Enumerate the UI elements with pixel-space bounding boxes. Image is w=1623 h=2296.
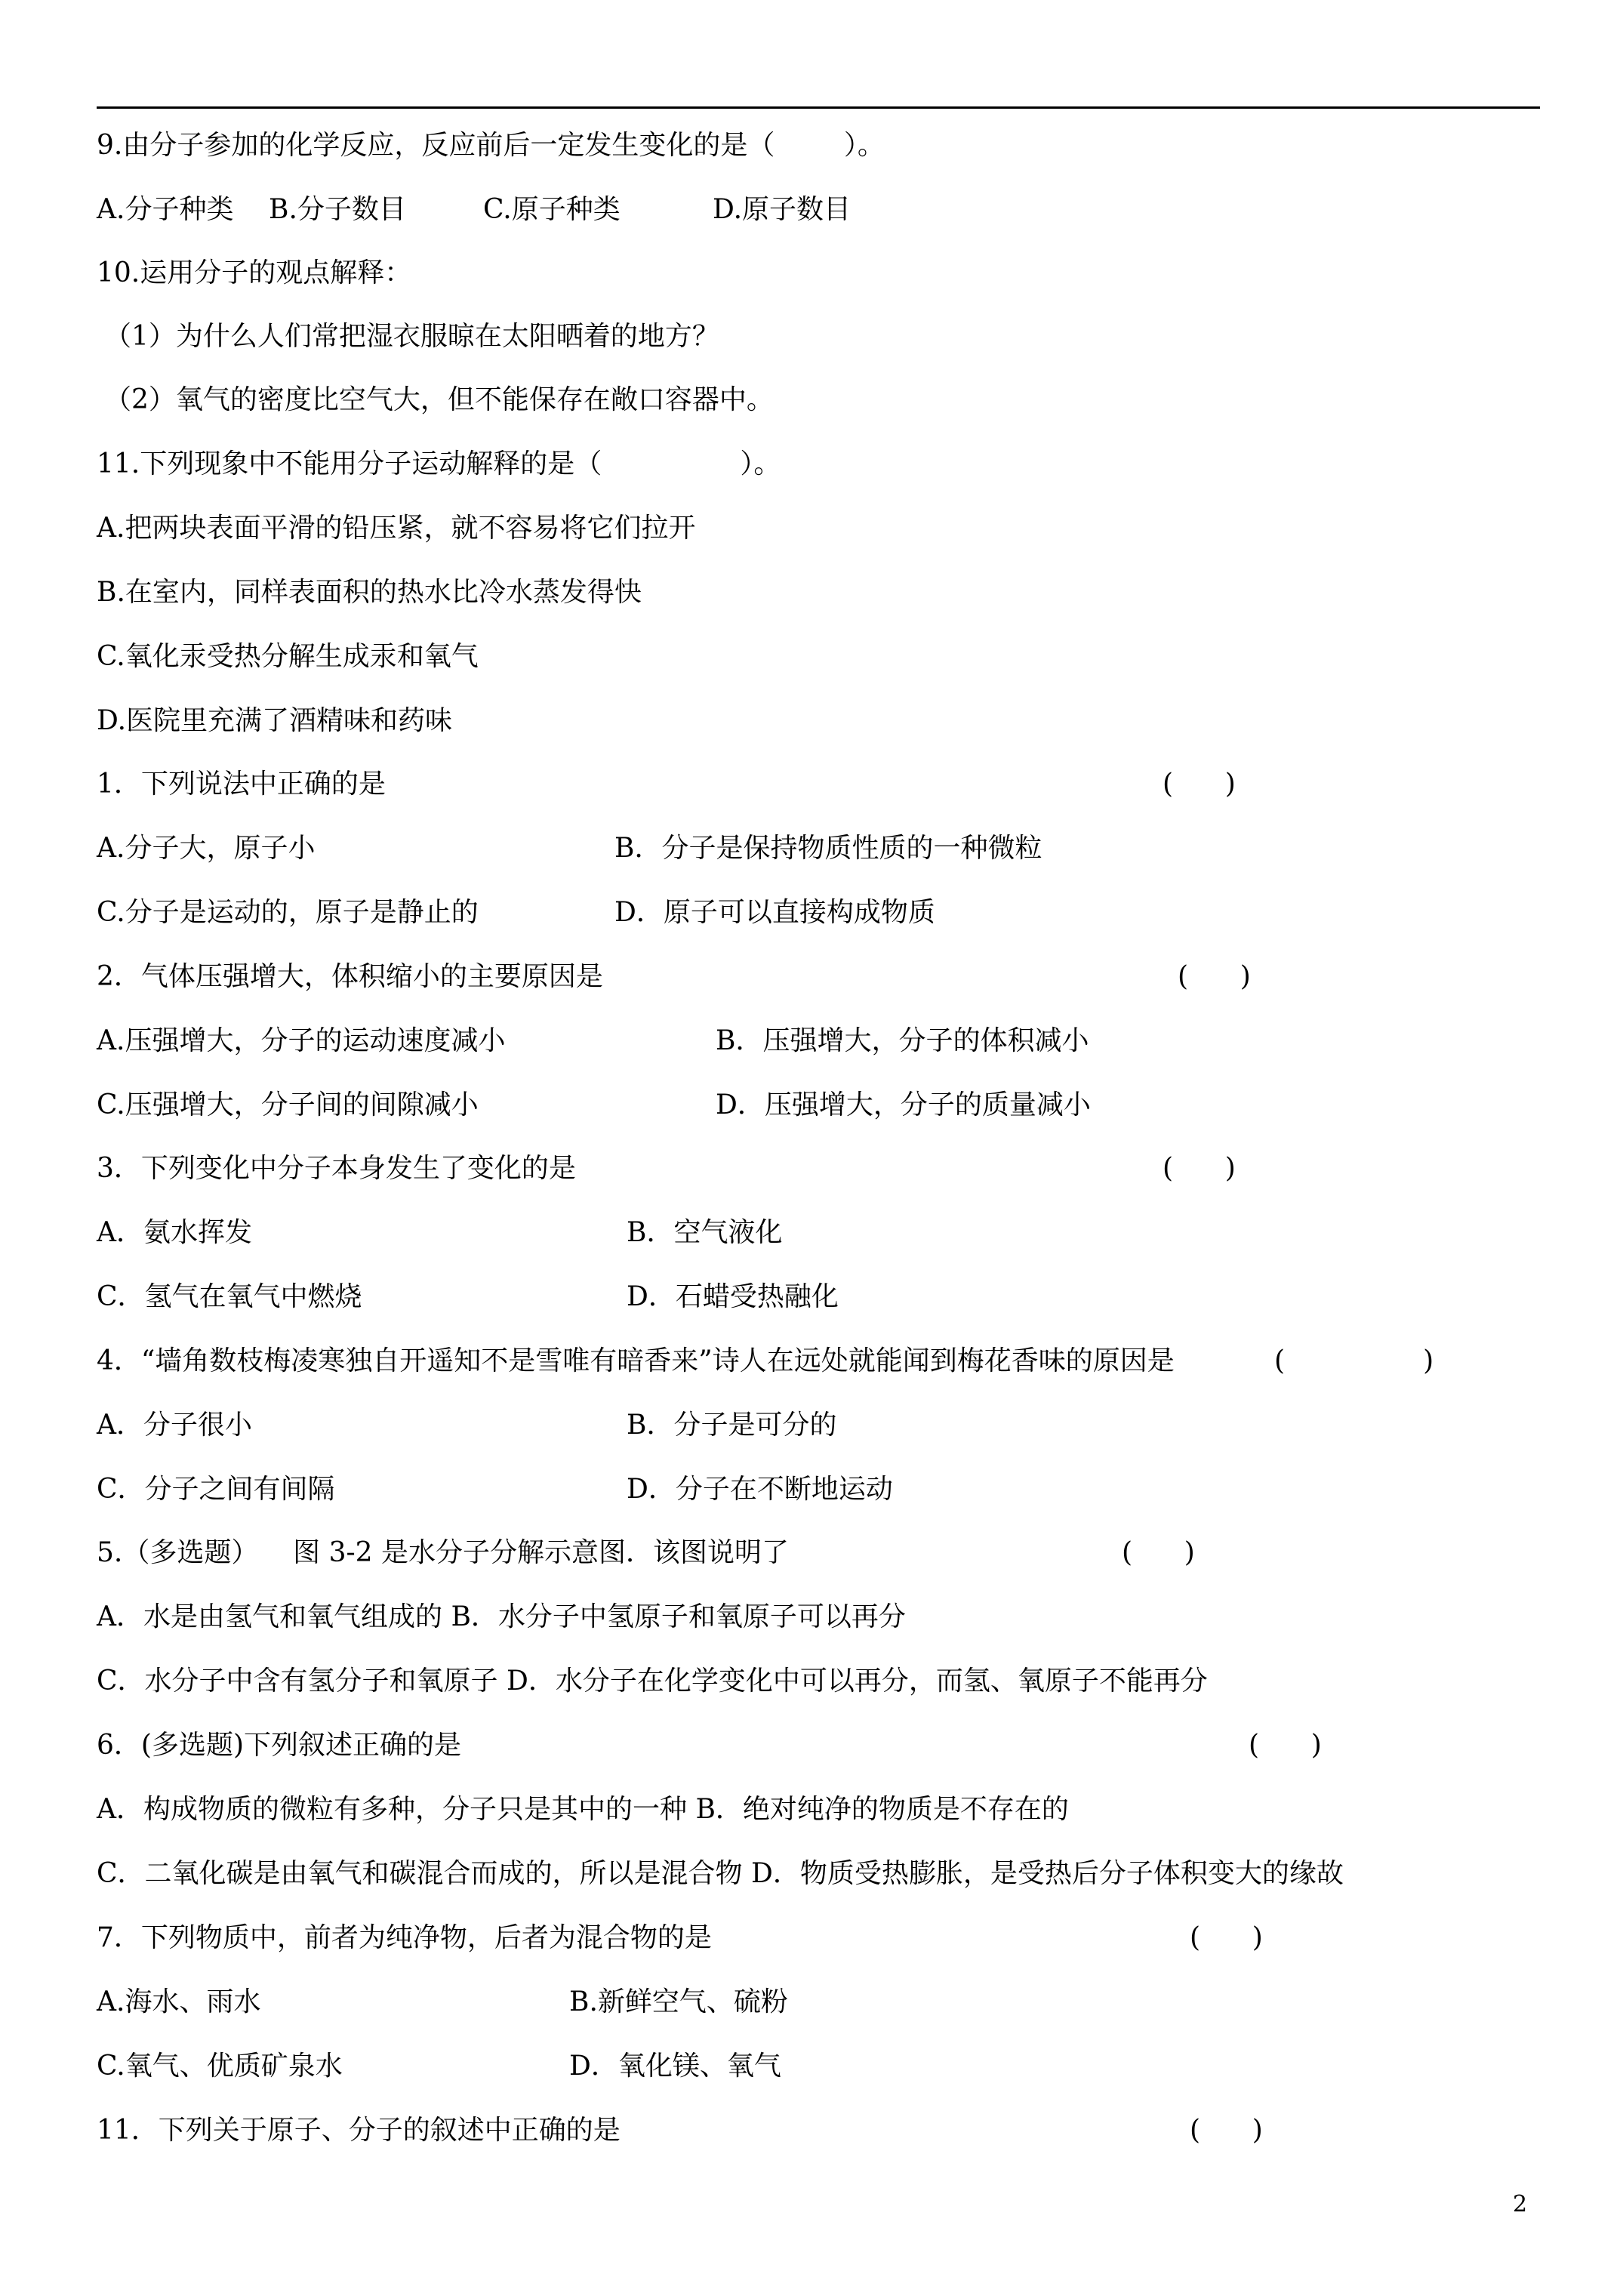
option-text: B.在室内，同样表面积的热水比冷水蒸发得快 [97,577,642,608]
option-b: B．分子是保持物质性质的一种微粒 [614,833,1042,864]
option-a [97,507,696,550]
answer-paren: ( ) [1249,1730,1322,1761]
question-11b [97,2110,1263,2152]
question-text: 2．气体压强增大，体积缩小的主要原因是 [97,961,603,992]
option-b [97,572,642,614]
question-text: 9.由分子参加的化学反应，反应前后一定发生变化的是（ ）。 [97,130,885,161]
question-9 [97,125,885,167]
answer-paren: ( ) [1190,1922,1263,1953]
options-row [97,1981,788,2023]
question-3 [97,1148,1236,1190]
question-text: 10.运用分子的观点解释： [97,257,412,288]
option-d: D．分子在不断地运动 [627,1474,893,1505]
option-a: A.分子种类 [97,194,234,225]
options-row [97,827,1042,870]
options-row [97,1084,1091,1126]
option-c: C.原子种类 [483,194,621,225]
option-a: A．氨水挥发 [97,1217,252,1248]
question-2 [97,956,1251,998]
question-5 [97,1532,1195,1574]
question-text: 1．下列说法中正确的是 [97,769,386,800]
question-text: 11.下列现象中不能用分子运动解释的是（ ）。 [97,448,781,479]
question-10 [97,252,412,294]
options-row [97,1404,837,1447]
option-c: C．氢气在氧气中燃烧 [97,1281,362,1312]
answer-paren: ( ) [1122,1537,1195,1568]
sub-question-1 [97,316,719,358]
option-text: C．二氧化碳是由氧气和碳混合而成的，所以是混合物 D．物质受热膨胀，是受热后分子体积变大的缘故 [97,1858,1344,1889]
option-cd [97,1853,1344,1895]
option-d [97,700,453,742]
option-d: D．石蜡受热融化 [627,1281,839,1312]
sub-question-2 [97,379,774,421]
option-b: B．空气液化 [627,1217,783,1248]
options-row [97,2045,781,2088]
page-number: 2 [1513,2191,1528,2217]
option-ab [97,1596,906,1638]
header-rule [97,106,1540,109]
option-text: C．水分子中含有氢分子和氧原子 D．水分子在化学变化中可以再分，而氢、氧原子不能再分 [97,1666,1208,1697]
answer-paren: ( ) [1178,961,1251,992]
option-b: B.分子数目 [269,194,406,225]
options-row [97,189,852,231]
option-text: C.氧化汞受热分解生成汞和氧气 [97,641,479,672]
question-text: 3．下列变化中分子本身发生了变化的是 [97,1153,576,1184]
answer-paren: ( ) [1274,1345,1434,1376]
question-7 [97,1917,1263,1959]
option-a: A.海水、雨水 [97,1986,261,2017]
question-6 [97,1724,1322,1767]
answer-paren: ( ) [1163,1153,1236,1184]
sub-question-text: （1）为什么人们常把湿衣服晾在太阳晒着的地方？ [104,321,719,352]
option-d: D.原子数目 [713,194,852,225]
option-c [97,636,479,678]
option-text: D.医院里充满了酒精味和药味 [97,705,453,736]
option-a: A.压强增大，分子的运动速度减小 [97,1025,506,1056]
question-text: 4．“墙角数枝梅凌寒独自开遥知不是雪唯有暗香来”诗人在远处就能闻到梅花香味的原因是 [97,1345,1175,1376]
option-c: C.分子是运动的，原子是静止的 [97,897,479,928]
question-text: 6．(多选题)下列叙述正确的是 [97,1730,461,1761]
question-text: 11．下列关于原子、分子的叙述中正确的是 [97,2115,621,2146]
options-row [97,1212,783,1254]
option-ab [97,1789,1069,1831]
option-a: A．分子很小 [97,1410,252,1441]
option-text: A．构成物质的微粒有多种，分子只是其中的一种 B．绝对纯净的物质是不存在的 [97,1794,1069,1825]
option-d: D．氧化镁、氧气 [569,2051,781,2082]
options-row [97,1469,893,1511]
question-text: 5.（多选题） 图 3-2 是水分子分解示意图．该图说明了 [97,1537,789,1568]
question-4 [97,1340,1434,1382]
options-row [97,1020,1089,1062]
option-text: A．水是由氢气和氧气组成的 B．水分子中氢原子和氧原子可以再分 [97,1601,906,1632]
option-c: C.氧气、优质矿泉水 [97,2051,343,2082]
question-11a [97,443,781,485]
option-b: B．压强增大，分子的体积减小 [716,1025,1089,1056]
answer-paren: ( ) [1163,769,1236,800]
option-d: D．原子可以直接构成物质 [614,897,935,928]
option-b: B.新鲜空气、硫粉 [569,1986,788,2017]
option-c: C.压强增大，分子间的间隙减小 [97,1089,479,1120]
sub-question-text: （2）氧气的密度比空气大，但不能保存在敞口容器中。 [104,384,774,415]
question-1 [97,763,1236,806]
answer-paren: ( ) [1190,2115,1263,2146]
options-row [97,892,935,934]
option-b: B．分子是可分的 [627,1410,837,1441]
option-c: C．分子之间有间隔 [97,1474,335,1505]
option-d: D．压强增大，分子的质量减小 [716,1089,1091,1120]
options-row [97,1276,839,1318]
option-text: A.把两块表面平滑的铅压紧，就不容易将它们拉开 [97,513,696,544]
question-text: 7．下列物质中，前者为纯净物，后者为混合物的是 [97,1922,712,1953]
option-cd [97,1660,1208,1703]
option-a: A.分子大，原子小 [97,833,316,864]
